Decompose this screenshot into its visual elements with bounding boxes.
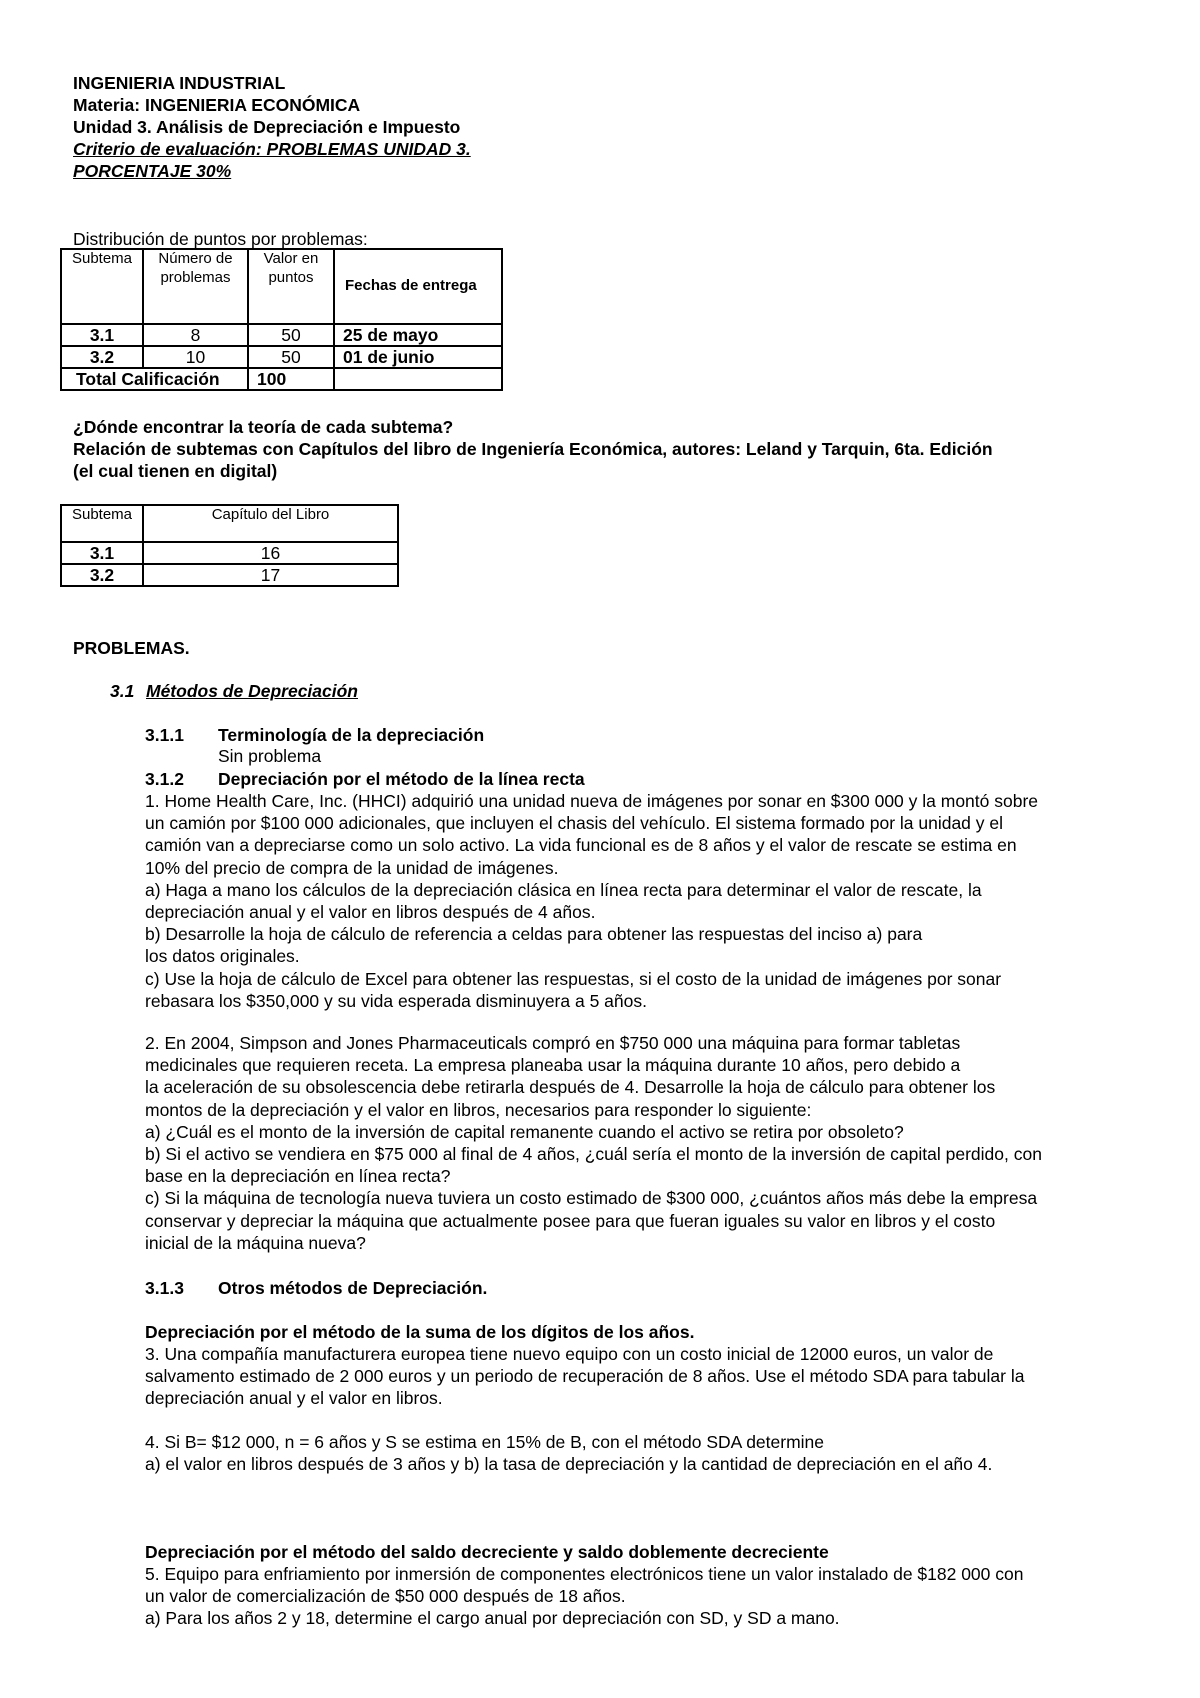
table-row bbox=[61, 346, 502, 368]
problem-4 bbox=[145, 1431, 1145, 1475]
problem-line: conservar y depreciar la máquina que actualmente posee para que fueran iguales su valor en libros y el costo bbox=[145, 1210, 996, 1231]
table-header-row bbox=[61, 505, 398, 542]
problem-line: inicial de la máquina nueva? bbox=[145, 1232, 366, 1253]
problem-line: 1. Home Health Care, Inc. (HHCI) adquirió una unidad nueva de imágenes por sonar en $300 000 y la montó sobre bbox=[145, 791, 1039, 811]
header-line-percentage: PORCENTAJE 30% bbox=[73, 161, 232, 181]
cell-valor: 50 bbox=[248, 324, 334, 346]
problem-line: camión van a depreciarse como un solo activo. La vida funcional es de 8 años y el valor de rescate se estima en bbox=[145, 835, 1017, 856]
problem-line: c) Si la máquina de tecnología nueva tuviera un costo estimado de $300 000, ¿cuántos años más debe la empresa bbox=[145, 1188, 1038, 1209]
header-subtema: Subtema bbox=[61, 505, 143, 542]
problem-line: c) Use la hoja de cálculo de Excel para obtener las respuestas, si el costo de la unidad de imágenes por sonar bbox=[145, 968, 1002, 989]
subsection-311-title: Terminología de la depreciación bbox=[218, 725, 485, 745]
cell-numero: 10 bbox=[143, 346, 248, 368]
distribution-table bbox=[60, 248, 503, 391]
problem-line: un valor de comercialización de $50 000 después de 18 años. bbox=[145, 1586, 626, 1607]
problem-5 bbox=[145, 1563, 1145, 1630]
problem-line: b) Desarrolle la hoja de cálculo de referencia a celdas para obtener las respuestas del inciso a) para bbox=[145, 924, 923, 945]
problem-line: los datos originales. bbox=[145, 946, 300, 967]
cell-valor: 50 bbox=[248, 346, 334, 368]
theory-question: ¿Dónde encontrar la teoría de cada subtema? bbox=[73, 417, 454, 437]
problem-line: depreciación anual y el valor en libros. bbox=[145, 1388, 443, 1409]
sda-method-title: Depreciación por el método de la suma de los dígitos de los años. bbox=[145, 1322, 695, 1342]
problem-line: depreciación anual y el valor en libros después de 4 años. bbox=[145, 902, 596, 923]
subsection-312-title: Depreciación por el método de la línea recta bbox=[218, 769, 585, 789]
header-subtema: Subtema bbox=[61, 249, 143, 324]
problem-line: 3. Una compañía manufacturera europea tiene nuevo equipo con un costo inicial de 12000 euros, un valor de bbox=[145, 1344, 994, 1364]
problems-title: PROBLEMAS. bbox=[73, 638, 190, 658]
problem-line: base en la depreciación en línea recta? bbox=[145, 1166, 451, 1187]
sd-method-title: Depreciación por el método del saldo decreciente y saldo doblemente decreciente bbox=[145, 1542, 829, 1562]
cell-fecha: 25 de mayo bbox=[334, 324, 502, 346]
problem-line: 5. Equipo para enfriamiento por inmersión de componentes electrónicos tiene un valor instalado de $182 000 con bbox=[145, 1564, 1024, 1584]
problem-3 bbox=[145, 1343, 1145, 1410]
problem-line: la aceleración de su obsolescencia debe retirarla después de 4. Desarrolle la hoja de cálculo para obtener los bbox=[145, 1077, 996, 1098]
theory-relation-note: (el cual tienen en digital) bbox=[73, 461, 278, 481]
total-empty-cell bbox=[334, 368, 502, 390]
cell-capitulo: 17 bbox=[143, 564, 398, 586]
problem-line: 2. En 2004, Simpson and Jones Pharmaceuticals compró en $750 000 una máquina para formar tabletas bbox=[145, 1033, 961, 1053]
problem-line: rebasara los $350,000 y su vida esperada disminuyera a 5 años. bbox=[145, 990, 647, 1011]
total-value: 100 bbox=[248, 368, 334, 390]
header-fechas: Fechas de entrega bbox=[334, 249, 502, 324]
cell-subtema: 3.2 bbox=[61, 346, 143, 368]
problem-2 bbox=[145, 1032, 1145, 1254]
table-row bbox=[61, 324, 502, 346]
table-row bbox=[61, 542, 398, 564]
header-capitulo: Capítulo del Libro bbox=[143, 505, 398, 542]
problem-line: 10% del precio de compra de la unidad de imágenes. bbox=[145, 857, 559, 878]
problem-line: medicinales que requieren receta. La empresa planeaba usar la máquina durante 10 años, pero debido a bbox=[145, 1055, 961, 1076]
header-line-unit: Unidad 3. Análisis de Depreciación e Impuesto bbox=[73, 117, 461, 137]
problem-line: un camión por $100 000 adicionales, que incluyen el chasis del vehículo. El sistema formado por la unidad y el bbox=[145, 813, 1004, 834]
theory-relation: Relación de subtemas con Capítulos del libro de Ingeniería Económica, autores: Leland y Tarquin, 6ta. Edición bbox=[73, 439, 993, 459]
problem-line: a) el valor en libros después de 3 años y b) la tasa de depreciación y la cantidad de depreciación en el año 4. bbox=[145, 1454, 993, 1475]
cell-fecha: 01 de junio bbox=[334, 346, 502, 368]
problem-line: a) Haga a mano los cálculos de la depreciación clásica en línea recta para determinar el valor de rescate, la bbox=[145, 879, 982, 900]
cell-subtema: 3.1 bbox=[61, 542, 143, 564]
problem-line: salvamento estimado de 2 000 euros y un periodo de recuperación de 8 años. Use el método SDA para tabular la bbox=[145, 1366, 1025, 1387]
section-number: 3.1 bbox=[110, 681, 135, 701]
header-line-career: INGENIERIA INDUSTRIAL bbox=[73, 73, 286, 93]
header-line-criteria: Criterio de evaluación: PROBLEMAS UNIDAD 3. bbox=[73, 139, 471, 159]
table-row bbox=[61, 564, 398, 586]
total-label: Total Calificación bbox=[61, 368, 248, 390]
problem-line: a) Para los años 2 y 18, determine el cargo anual por depreciación con SD, y SD a mano. bbox=[145, 1608, 840, 1629]
problem-1 bbox=[145, 790, 1145, 1012]
subsection-312-number: 3.1.2 bbox=[145, 769, 184, 789]
distribution-caption: Distribución de puntos por problemas: bbox=[73, 229, 368, 249]
problem-line: montos de la depreciación y el valor en libros, necesarios para responder lo siguiente: bbox=[145, 1099, 812, 1120]
subsection-313-title: Otros métodos de Depreciación. bbox=[218, 1278, 488, 1298]
chapters-table bbox=[60, 504, 399, 587]
header-numero: Número de problemas bbox=[143, 249, 248, 324]
header-valor: Valor en puntos bbox=[248, 249, 334, 324]
problem-line: 4. Si B= $12 000, n = 6 años y S se estima en 15% de B, con el método SDA determine bbox=[145, 1432, 825, 1452]
section-title: Métodos de Depreciación bbox=[146, 681, 358, 701]
cell-subtema: 3.2 bbox=[61, 564, 143, 586]
subsection-313-number: 3.1.3 bbox=[145, 1278, 184, 1298]
subsection-311-number: 3.1.1 bbox=[145, 725, 184, 745]
subsection-311-note: Sin problema bbox=[218, 746, 322, 766]
problem-line: b) Si el activo se vendiera en $75 000 al final de 4 años, ¿cuál sería el monto de la inversión de capital perdido, con bbox=[145, 1144, 1042, 1165]
problem-line: a) ¿Cuál es el monto de la inversión de capital remanente cuando el activo se retira por obsoleto? bbox=[145, 1121, 904, 1142]
cell-numero: 8 bbox=[143, 324, 248, 346]
cell-capitulo: 16 bbox=[143, 542, 398, 564]
table-total-row bbox=[61, 368, 502, 390]
table-header-row bbox=[61, 249, 502, 324]
header-line-subject: Materia: INGENIERIA ECONÓMICA bbox=[73, 95, 361, 115]
cell-subtema: 3.1 bbox=[61, 324, 143, 346]
